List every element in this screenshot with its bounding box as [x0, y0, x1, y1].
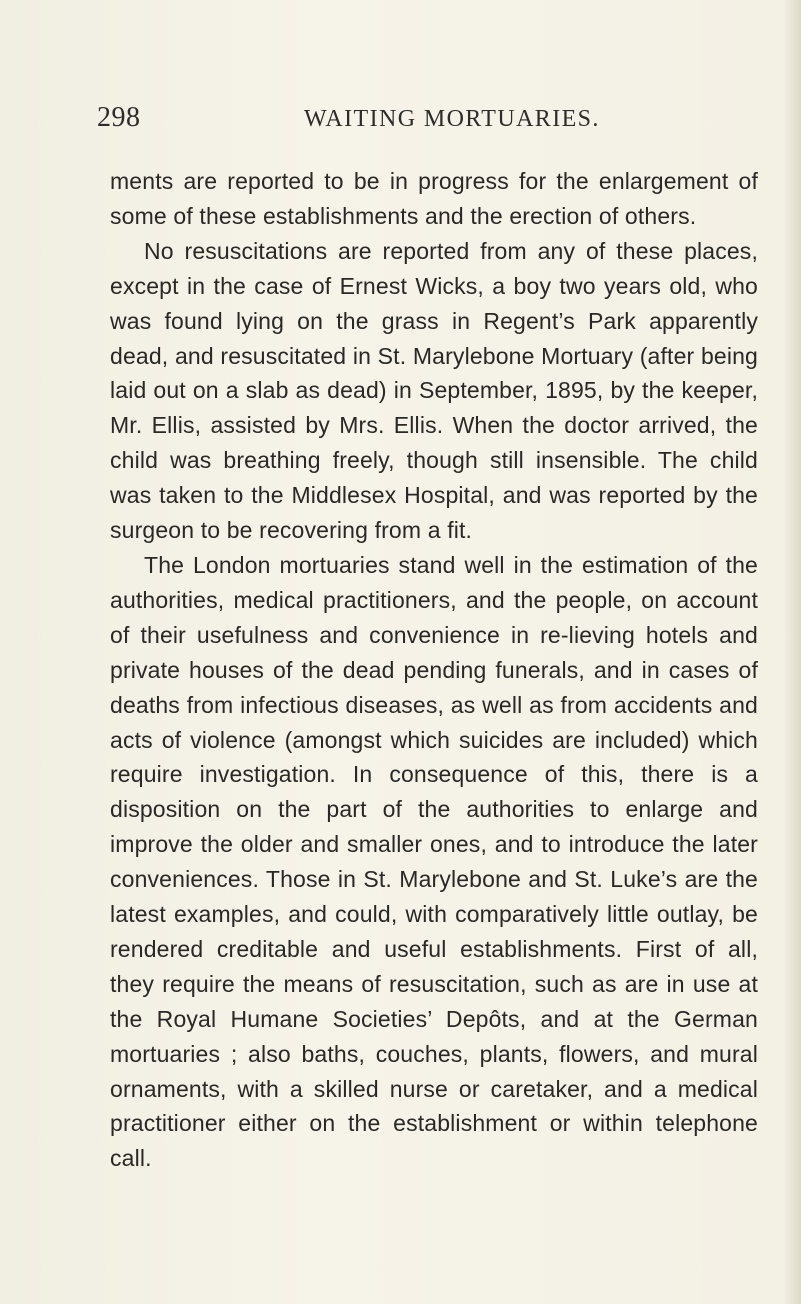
running-head: WAITING MORTUARIES. — [304, 106, 600, 132]
paragraph-london-mortuaries: The London mortuaries stand well in the estimation of the authorities, medical practitioners, and the people, on account of their usefulness and convenience in re-lieving hotels and private houses of the dead pending funerals, and in cases of deaths from infectious diseases, as well as from accidents and acts of violence (amongst which suicides are included) which require investigation. In consequence of this, there is a disposition on the part of the authorities to enlarge and improve the older and smaller ones, and to introduce the later conveniences. Those in St. Marylebone and St. Luke’s are the latest examples, and could, with comparatively little outlay, be rendered creditable and useful establishments. First of all, they require the means of resuscitation, such as are in use at the Royal Humane Societies’ Depôts, and at the German mortuaries ; also baths, couches, plants, flowers, and mural ornaments, with a skilled nurse or caretaker, and a medical practitioner either on the establishment or within telephone call. — [110, 551, 758, 1172]
page-header — [97, 102, 797, 138]
page-edge-shadow — [783, 0, 801, 1304]
body-text — [110, 164, 758, 1176]
paragraph-continuation: ments are reported to be in progress for the enlargement of some of these establishments and the erection of others. — [110, 168, 758, 229]
paragraph-resuscitations: No resuscitations are reported from any of these places, except in the case of Ernest Wicks, a boy two years old, who was found lying on the grass in Regent’s Park apparently dead, and resuscitated in St. Marylebone Mortuary (after being laid out on a slab as dead) in September, 1895, by the keeper, Mr. Ellis, assisted by Mrs. Ellis. When the doctor arrived, the child was breathing freely, though still insensible. The child was taken to the Middlesex Hospital, and was reported by the surgeon to be recovering from a fit. — [110, 237, 758, 544]
page-number: 298 — [97, 102, 141, 133]
